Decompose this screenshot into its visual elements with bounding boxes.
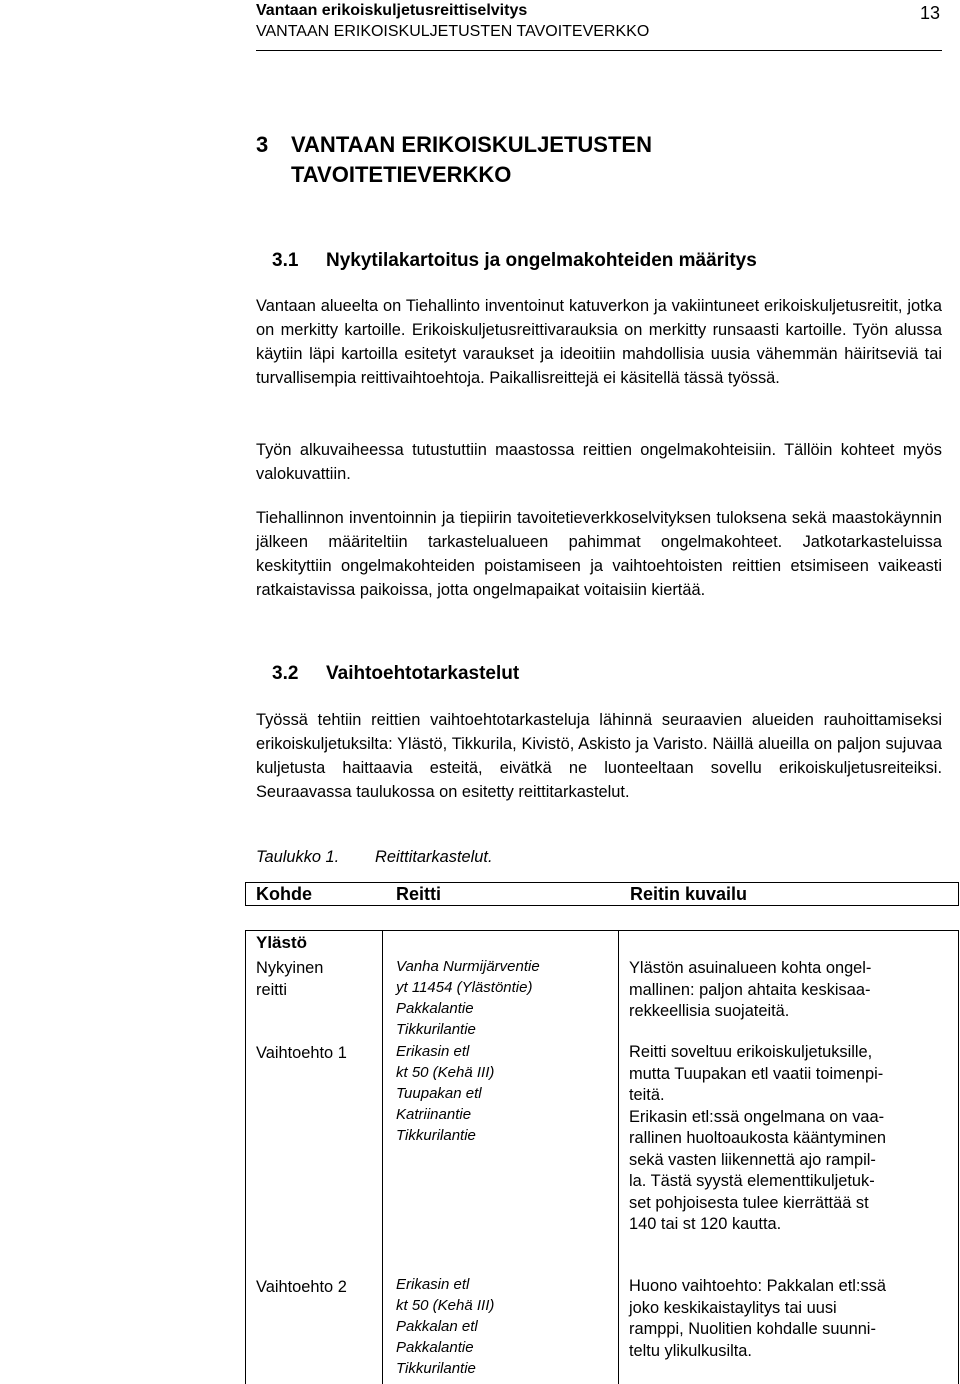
- paragraph: Työn alkuvaiheessa tutustuttiin maastossa reittien ongelmakohteisiin. Tällöin kohteet myös valokuvattiin.: [256, 441, 942, 483]
- table-header: [245, 882, 959, 906]
- paragraph: Tiehallinnon inventoinnin ja tiepiirin tavoitetieverkkoselvityksen tuloksena sekä maastokäynnin jälkeen määriteltiin tarkastelualueen pahimmat ongelmakohteet. Jatkotarkasteluissa keskityttiin ongelmakohteiden poistamiseen ja vaihtoehtoisten reittien etsimiseen vaikeasti ratkaistavissa paikoissa, jotta ongelmapaikat voitaisiin kiertää.: [256, 509, 942, 599]
- header-rule: [256, 50, 942, 51]
- table-caption-label: Taulukko 1.: [256, 848, 340, 866]
- section-number: 3.2: [272, 663, 299, 684]
- chapter-title-line2: TAVOITETIEVERKKO: [291, 162, 512, 187]
- section-title: Vaihtoehtotarkastelut: [326, 663, 520, 684]
- table-caption-title: Reittitarkastelut.: [375, 848, 493, 866]
- table-row-kuvailu: Reitti soveltuu erikoiskuljetuksille, mutta Tuupakan etl vaatii toimenpi- teitä. Erikasin etl:ssä ongelmana on vaa- rallinen huoltoaukosta kääntyminen sekä vasten liikennettä ajo rampil- la. Tästä syystä elementtikuljetuk- set pohjoisesta tulee kierrättää st 140 tai st 120 kautta.: [629, 1043, 886, 1233]
- header-reitin-kuvailu: Reitin kuvailu: [630, 884, 748, 904]
- header-reitti: Reitti: [396, 884, 441, 904]
- section-heading-3-1: [272, 250, 757, 272]
- section-heading-3-2: [272, 663, 520, 685]
- column-divider: [618, 930, 619, 1384]
- table-row-kohde: Vaihtoehto 2: [256, 1278, 347, 1296]
- table-row-reitti: Erikasin etl kt 50 (Kehä III) Tuupakan etl Katriinantie Tikkurilantie: [396, 1043, 495, 1144]
- chapter-title-line1: VANTAAN ERIKOISKULJETUSTEN: [291, 132, 652, 157]
- table-row-kuvailu: Huono vaihtoehto: Pakkalan etl:ssä joko keskikaistaylitys tai uusi ramppi, Nuolitien kohdalle suunni- teltu ylikulkusilta.: [629, 1277, 886, 1360]
- table-row-kuvailu: Ylästön asuinalueen kohta ongel- mallinen: paljon ahtaita keskisaa- rekkeellisia suojateitä.: [629, 959, 872, 1020]
- table-row-kohde: Nykyinen reitti: [256, 959, 324, 999]
- section-title: Nykytilakartoitus ja ongelmakohteiden määritys: [326, 250, 757, 271]
- paragraph: Työssä tehtiin reittien vaihtoehtotarkasteluja lähinnä seuraavien alueiden rauhoittamiseksi erikoiskuljetuksilta: Ylästö, Tikkurila, Kivistö, Askisto ja Varisto. Näillä alueilla on paljon sujuvaa kuljetusta haittaavia esteitä, eivätkä ne luonteeltaan sovellu erikoiskuljetusreiteiksi. Seuraavassa taulukossa on esitetty reittitarkastelut.: [256, 711, 942, 801]
- section-number: 3.1: [272, 250, 299, 271]
- table-row-reitti: Erikasin etl kt 50 (Kehä III) Pakkalan etl Pakkalantie Tikkurilantie: [396, 1276, 495, 1377]
- table-row-kohde: Vaihtoehto 1: [256, 1044, 347, 1062]
- paragraph: Vantaan alueelta on Tiehallinto inventoinut katuverkon ja vakiintuneet erikoiskuljetusreitit, jotka on merkitty kartoille. Erikoiskuljetusreittivarauksia on merkitty runsaasti kartoille. Työn alussa käytiin läpi kartoilla esitetyt varaukset ja ideoitiin mahdollisia uusia vähemmän häiritseviä tai turvallisempia reittivaihtoehtoja. Paikallisreittejä ei käsitellä tässä työssä.: [256, 297, 942, 387]
- table-group-label: Ylästö: [256, 933, 308, 952]
- running-header-subtitle: VANTAAN ERIKOISKULJETUSTEN TAVOITEVERKKO: [256, 23, 650, 40]
- chapter-number: 3: [256, 132, 269, 157]
- table-caption: [256, 848, 493, 867]
- page-number: 13: [920, 3, 941, 23]
- column-divider: [382, 930, 383, 1384]
- header-kohde: Kohde: [256, 884, 312, 904]
- running-header-title: Vantaan erikoiskuljetusreittiselvitys: [256, 2, 528, 19]
- table-row-reitti: Vanha Nurmijärventie yt 11454 (Ylästöntie) Pakkalantie Tikkurilantie: [396, 958, 540, 1038]
